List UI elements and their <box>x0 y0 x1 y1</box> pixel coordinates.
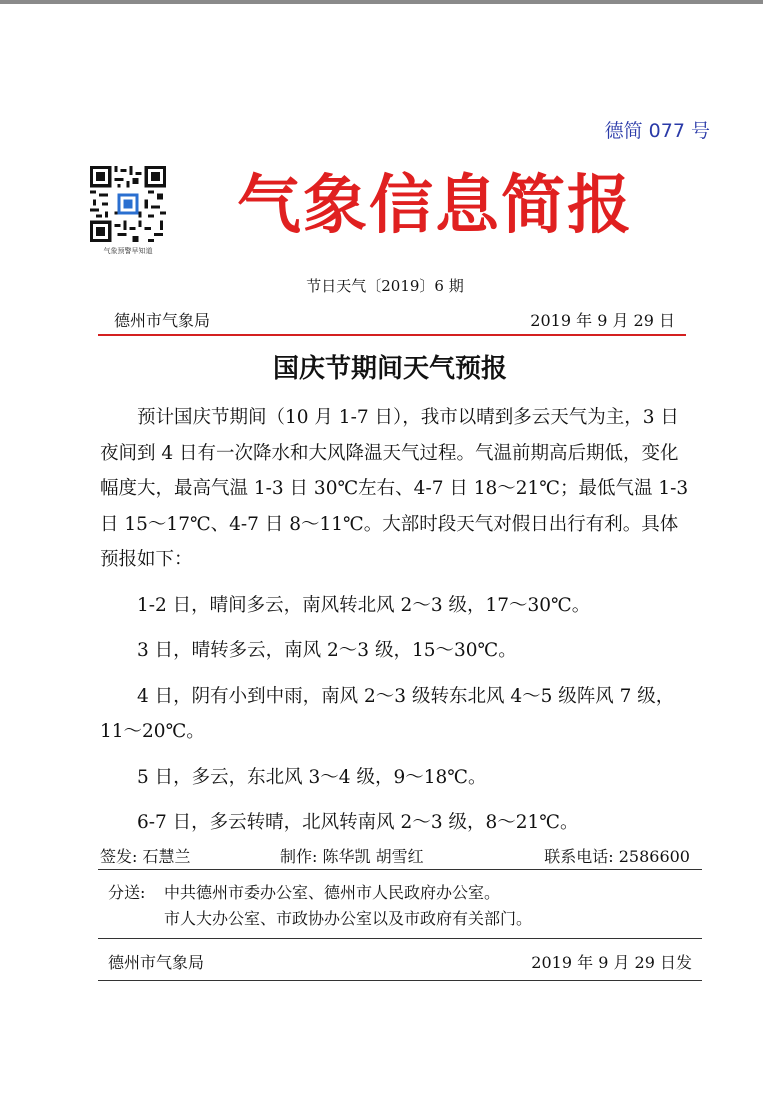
article-body <box>100 400 690 841</box>
qr-caption: 气象预警早知道 <box>103 247 153 255</box>
top-border <box>0 0 763 4</box>
qr-code-icon <box>90 166 166 242</box>
issue-number: 德简 077 号 <box>604 120 710 142</box>
forecast-item: 6-7 日，多云转晴，北风转南风 2～3 级，8～21℃。 <box>137 812 579 833</box>
contact-phone: 联系电话: 2586600 <box>544 847 690 866</box>
red-divider <box>98 334 686 336</box>
signer: 签发: 石慧兰 <box>100 847 191 866</box>
producer: 制作: 陈华凯 胡雪红 <box>280 847 424 866</box>
divider-line <box>98 869 702 870</box>
intro-paragraph: 预计国庆节期间（10 月 1-7 日），我市以晴到多云天气为主，3 日夜间到 4 日有一次降水和大风降温天气过程。气温前期高后期低，变化幅度大，最高气温 1-3 日 30℃左右、4-7 日 18～21℃；最低气温 1-3 日 15～17℃、4-7 日 8～11℃。大部时段天气对假日出行有利。具体预报如下： <box>100 407 689 570</box>
article-title: 国庆节期间天气预报 <box>272 354 507 384</box>
issue-subtitle: 节日天气〔2019〕6 期 <box>306 277 464 295</box>
forecast-item: 4 日，阴有小到中雨，南风 2～3 级转东北风 4～5 级阵风 7 级，11～20℃。 <box>100 685 675 742</box>
forecast-item: 5 日，多云，东北风 3～4 级，9～18℃。 <box>137 766 487 788</box>
distribution-line: 中共德州市委办公室、德州市人民政府办公室。 <box>164 883 501 902</box>
footer-issuer: 德州市气象局 <box>108 953 205 972</box>
divider-line <box>98 980 702 981</box>
distribution-line: 市人大办公室、市政协办公室以及市政府有关部门。 <box>164 909 533 928</box>
issue-date: 2019 年 9 月 29 日 <box>530 311 675 330</box>
forecast-item: 1-2 日，晴间多云，南风转北风 2～3 级，17～30℃。 <box>137 594 591 616</box>
footer-date: 2019 年 9 月 29 日发 <box>531 953 692 972</box>
masthead-title: 气象信息简报 <box>237 169 633 243</box>
forecast-item: 3 日，晴转多云，南风 2～3 级，15～30℃。 <box>137 640 517 661</box>
divider-line <box>98 938 702 939</box>
distribution-label: 分送: <box>108 883 146 902</box>
issuer-name: 德州市气象局 <box>114 311 211 330</box>
